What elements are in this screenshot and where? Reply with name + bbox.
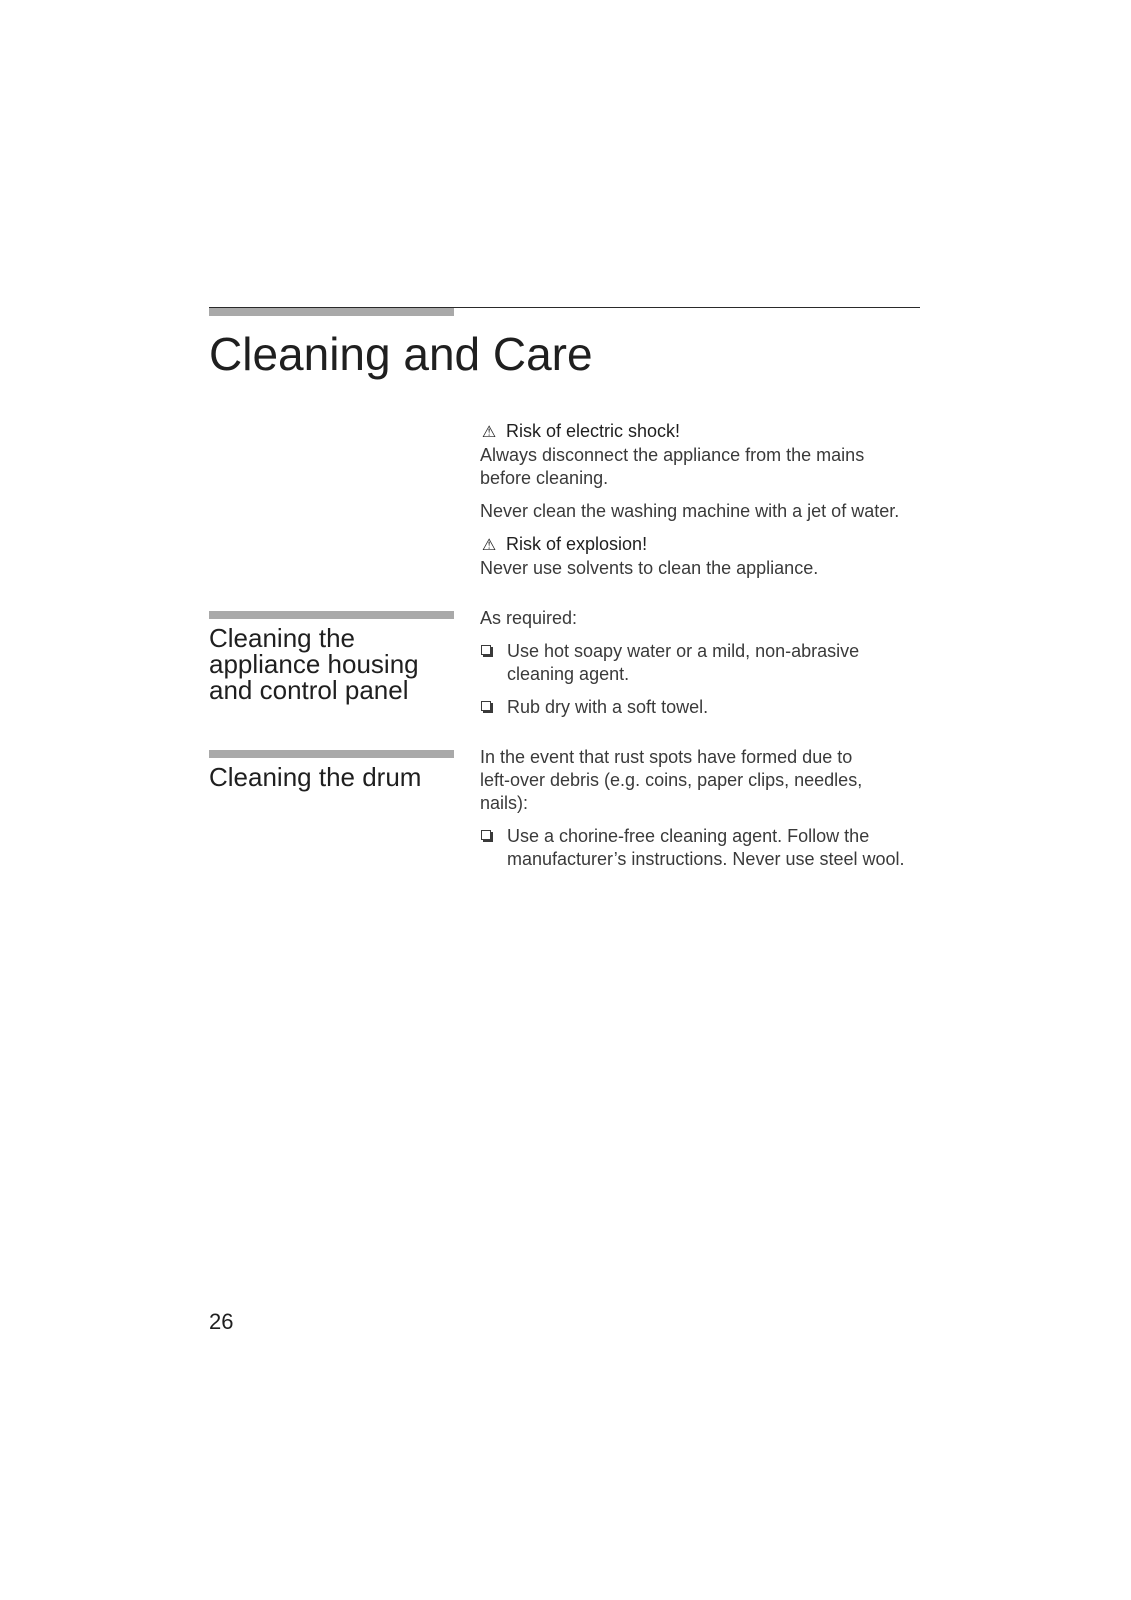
warning-heading-explosion xyxy=(480,533,920,557)
checkbox-bullet-icon xyxy=(481,645,491,655)
section-body-drum xyxy=(480,746,920,871)
checkbox-bullet-icon xyxy=(481,830,491,840)
section-intro-line: nails): xyxy=(480,793,529,813)
warning-heading-electric xyxy=(480,420,920,444)
warning-text-line: Always disconnect the appliance from the mains xyxy=(480,445,865,465)
warning-triangle-icon: ⚠ xyxy=(481,424,497,441)
warning-title: Risk of electric shock! xyxy=(506,421,681,441)
section-title-housing: Cleaning the appliance housing and control panel xyxy=(209,623,419,705)
page-title: Cleaning and Care xyxy=(209,328,593,380)
warning-triangle-icon: ⚠ xyxy=(481,537,497,554)
warning-text-line: Never use solvents to clean the appliance. xyxy=(480,558,819,578)
list-item: Use hot soapy water or a mild, non-abrasive cleaning agent. xyxy=(480,640,920,686)
section-intro: As required: xyxy=(480,608,578,628)
section-body-housing xyxy=(480,607,920,719)
warning-text-line: Never clean the washing machine with a jet of water. xyxy=(480,501,900,521)
header-rule-accent xyxy=(209,308,454,316)
warning-text-line: before cleaning. xyxy=(480,468,609,488)
section-intro-line: In the event that rust spots have formed due to xyxy=(480,747,853,767)
warnings-block xyxy=(480,420,920,580)
page-number: 26 xyxy=(209,1309,234,1334)
section-rule-drum xyxy=(209,750,454,758)
list-item: Rub dry with a soft towel. xyxy=(480,696,920,719)
section-rule-housing xyxy=(209,611,454,619)
list-item: Use a chorine-free cleaning agent. Follow the manufacturer’s instructions. Never use steel wool. xyxy=(480,825,920,871)
warning-title: Risk of explosion! xyxy=(506,534,648,554)
checkbox-bullet-icon xyxy=(481,701,491,711)
section-intro-line: left-over debris (e.g. coins, paper clips, needles, xyxy=(480,770,863,790)
section-title-drum: Cleaning the drum xyxy=(209,762,422,792)
